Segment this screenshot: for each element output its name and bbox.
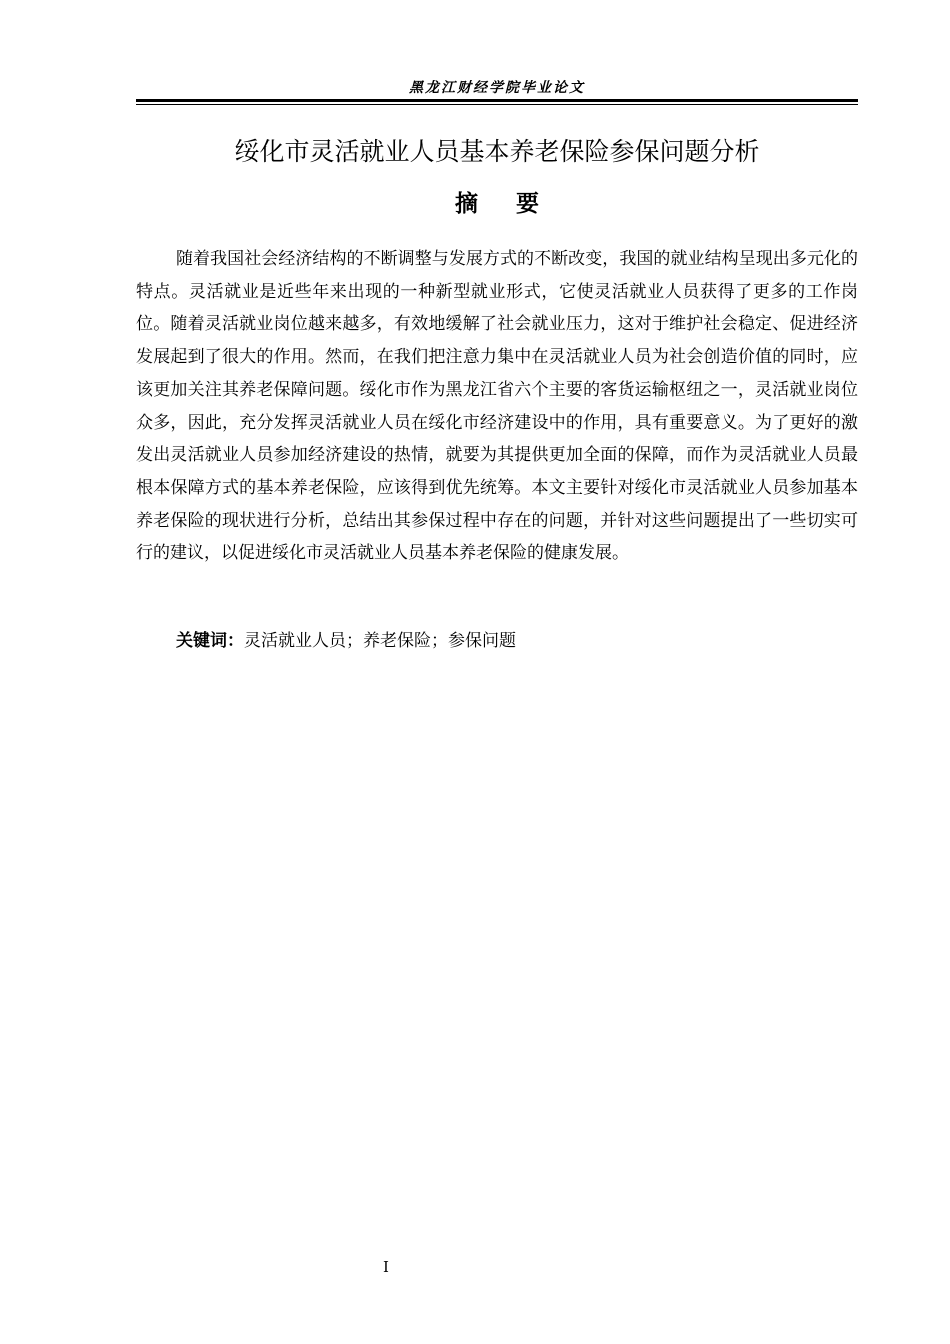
header-rule-thick (136, 99, 858, 102)
abstract-body: 随着我国社会经济结构的不断调整与发展方式的不断改变，我国的就业结构呈现出多元化的特点。灵活就业是近些年来出现的一种新型就业形式，它使灵活就业人员获得了更多的工作岗位。随着灵活就业岗位越来越多，有效地缓解了社会就业压力，这对于维护社会稳定、促进经济发展起到了很大的作用。然而，在我们把注意力集中在灵活就业人员为社会创造价值的同时，应该更加关注其养老保障问题。绥化市作为黑龙江省六个主要的客货运输枢纽之一，灵活就业岗位众多，因此，充分发挥灵活就业人员在绥化市经济建设中的作用，具有重要意义。为了更好的激发出灵活就业人员参加经济建设的热情，就要为其提供更加全面的保障，而作为灵活就业人员最根本保障方式的基本养老保险，应该得到优先统筹。本文主要针对绥化市灵活就业人员参加基本养老保险的现状进行分析，总结出其参保过程中存在的问题，并针对这些问题提出了一些切实可行的建议，以促进绥化市灵活就业人员基本养老保险的健康发展。 (136, 249, 858, 564)
abstract-heading: 摘要 (455, 191, 577, 217)
page-header (136, 78, 858, 104)
keywords-line (176, 627, 516, 655)
header-institution: 黑龙江财经学院毕业论文 (409, 80, 585, 96)
header-rule-thin (136, 104, 858, 105)
paper-title: 绥化市灵活就业人员基本养老保险参保问题分析 (234, 137, 760, 166)
keywords-values: 灵活就业人员；养老保险；参保问题 (244, 631, 516, 651)
keywords-label: 关键词： (176, 631, 244, 651)
page-number: I (383, 1258, 389, 1276)
